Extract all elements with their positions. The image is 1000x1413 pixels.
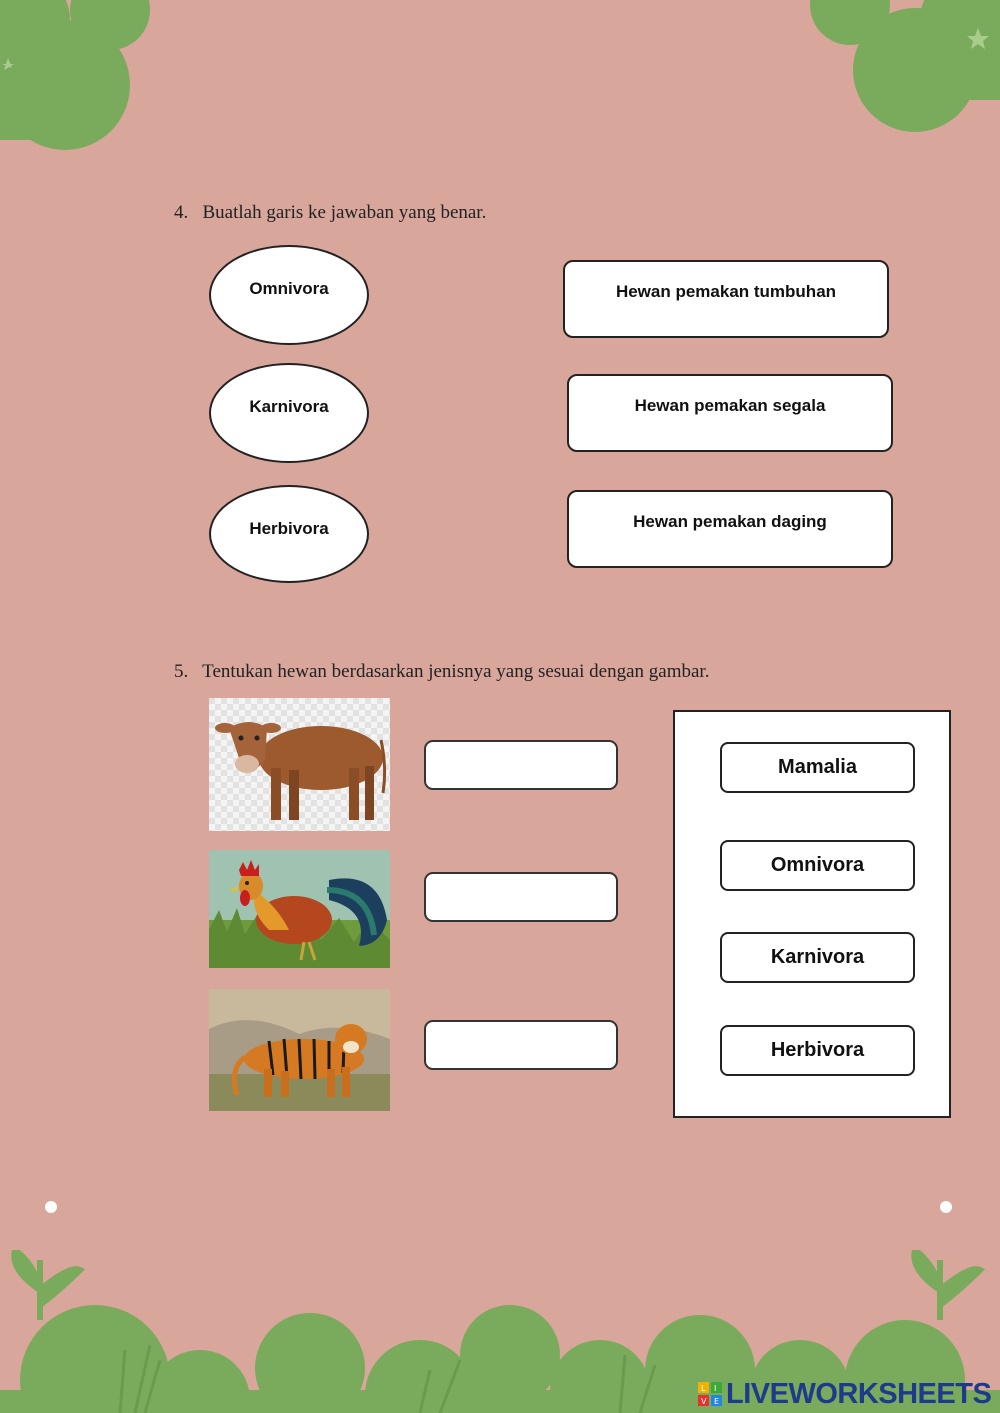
top-right-bush-decoration — [810, 0, 1000, 140]
rooster-photo — [209, 850, 390, 968]
word-chip-label: Karnivora — [770, 946, 865, 968]
cow-photo — [209, 698, 390, 831]
liveworksheets-logo — [698, 1378, 991, 1410]
term-label: Karnivora — [249, 397, 329, 416]
definition-label: Hewan pemakan daging — [633, 512, 827, 531]
word-chip-label: Omnivora — [770, 854, 865, 876]
word-chip-label: Herbivora — [770, 1039, 865, 1061]
question-5-instruction — [174, 661, 709, 683]
decorative-dot — [45, 1201, 57, 1213]
decorative-dot — [940, 1201, 952, 1213]
term-oval-omnivora[interactable] — [209, 245, 369, 345]
term-oval-karnivora[interactable] — [209, 363, 369, 463]
top-left-bush-decoration — [0, 0, 160, 160]
word-chip-karnivora[interactable] — [720, 932, 915, 983]
answer-input-cow[interactable] — [424, 740, 618, 790]
definition-label: Hewan pemakan tumbuhan — [615, 282, 837, 301]
instruction-text: Buatlah garis ke jawaban yang benar. — [202, 202, 487, 223]
badge-letter: I — [714, 1384, 717, 1393]
term-label: Omnivora — [249, 279, 329, 298]
word-chip-herbivora[interactable] — [720, 1025, 915, 1076]
liveworksheets-badge-icon — [698, 1382, 722, 1406]
word-chip-label: Mamalia — [778, 756, 857, 778]
logo-text: LIVEWORKSHEETS — [726, 1377, 992, 1410]
word-chip-omnivora[interactable] — [720, 840, 915, 891]
question-number: 4. — [174, 202, 189, 223]
badge-letter: L — [701, 1384, 706, 1393]
badge-letter: E — [714, 1397, 720, 1406]
word-bank — [673, 710, 951, 1118]
answer-input-rooster[interactable] — [424, 872, 618, 922]
term-label: Herbivora — [249, 519, 329, 538]
badge-letter: V — [701, 1397, 707, 1406]
definition-box-segala[interactable] — [567, 374, 893, 452]
definition-label: Hewan pemakan segala — [634, 396, 826, 415]
question-number: 5. — [174, 661, 189, 682]
question-4-instruction — [174, 202, 486, 224]
definition-box-tumbuhan[interactable] — [563, 260, 889, 338]
answer-input-tiger[interactable] — [424, 1020, 618, 1070]
word-chip-mamalia[interactable] — [720, 742, 915, 793]
tiger-photo — [209, 989, 390, 1111]
term-oval-herbivora[interactable] — [209, 485, 369, 583]
instruction-text: Tentukan hewan berdasarkan jenisnya yang sesuai dengan gambar. — [202, 661, 710, 682]
definition-box-daging[interactable] — [567, 490, 893, 568]
